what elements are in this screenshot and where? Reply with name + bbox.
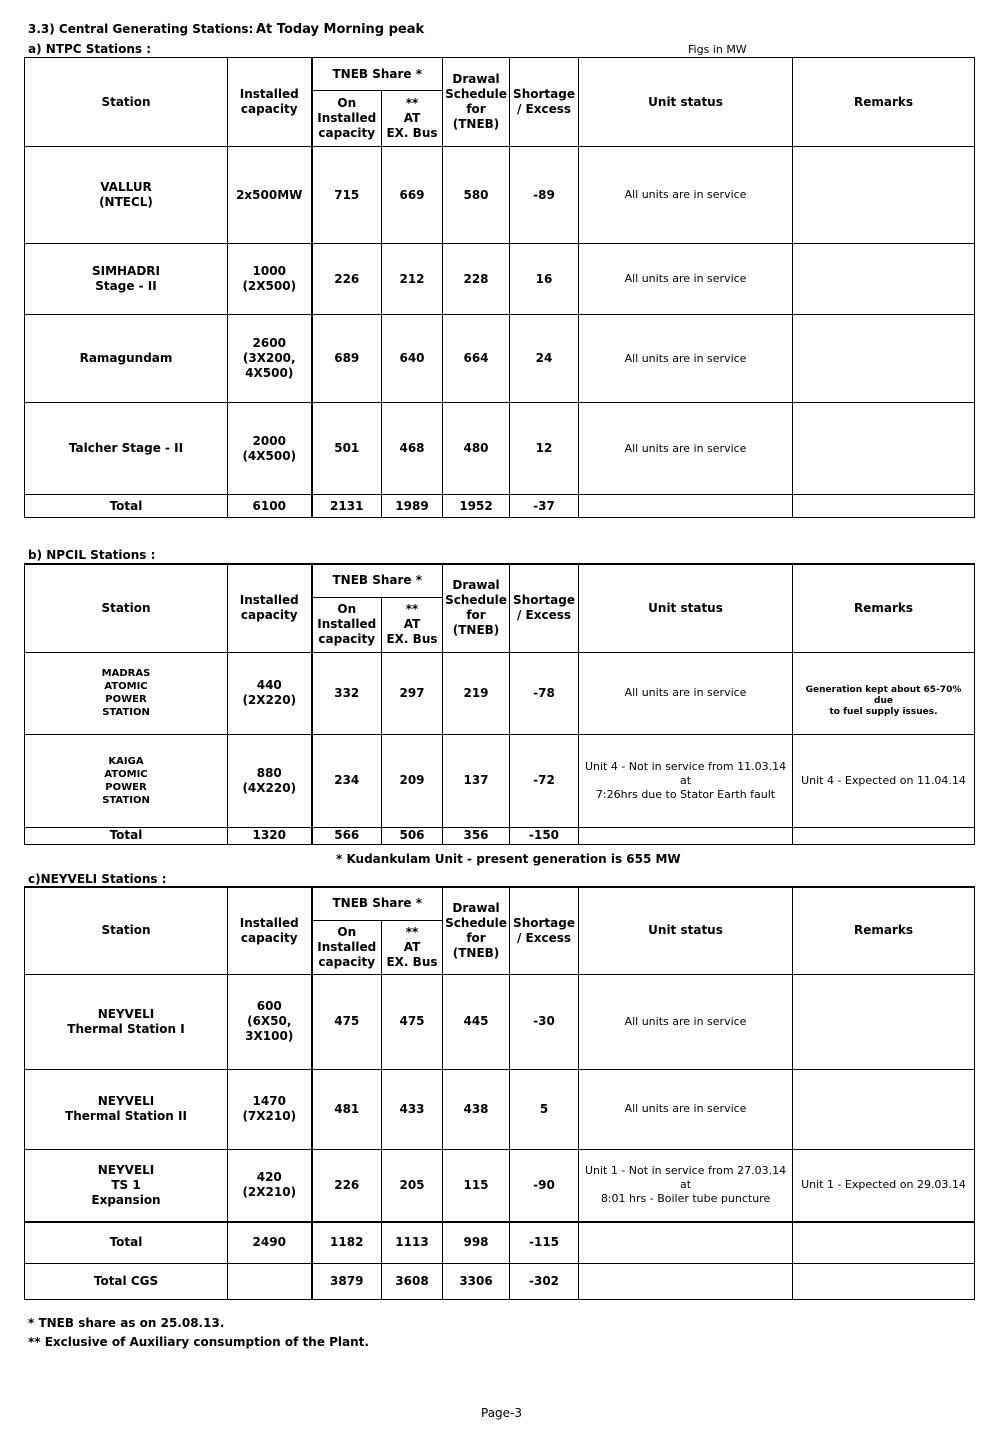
at-ex-bus-value: 209 [382, 734, 443, 827]
total-cgs-remarks-empty [793, 1263, 975, 1299]
unit-status: All units are in service [579, 1069, 793, 1149]
table-row [25, 1069, 975, 1149]
table-row [25, 974, 975, 1069]
table-row [25, 147, 975, 244]
installed-capacity: 440 (2X220) [228, 652, 312, 734]
total-shortage: -115 [510, 1222, 579, 1263]
on-installed-value: 475 [312, 974, 382, 1069]
shortage-value: -30 [510, 974, 579, 1069]
total-cgs-drawal: 3306 [443, 1263, 510, 1299]
table-row [25, 734, 975, 827]
shortage-value: 5 [510, 1069, 579, 1149]
footnote-1: * TNEB share as on 25.08.13. [28, 1316, 225, 1330]
unit-status: All units are in service [579, 974, 793, 1069]
installed-capacity: 420 (2X210) [228, 1149, 312, 1222]
total-shortage: -150 [510, 827, 579, 844]
on-installed-value: 689 [312, 315, 382, 403]
installed-capacity: 2600 (3X200, 4X500) [228, 315, 312, 403]
at-ex-bus-value: 297 [382, 652, 443, 734]
header-tneb-share: TNEB Share * [312, 564, 443, 597]
header-tneb-share: TNEB Share * [312, 58, 443, 91]
installed-capacity: 1000 (2X500) [228, 244, 312, 315]
npcil-table [24, 563, 975, 845]
total-drawal: 998 [443, 1222, 510, 1263]
header-tneb-share: TNEB Share * [312, 887, 443, 920]
unit-status: Unit 4 - Not in service from 11.03.14 at 7:26hrs due to Stator Earth fault [579, 734, 793, 827]
header-row [25, 887, 975, 920]
installed-capacity: 1470 (7X210) [228, 1069, 312, 1149]
header-shortage: Shortage / Excess [510, 887, 579, 974]
total-status-empty [579, 1222, 793, 1263]
remarks [793, 974, 975, 1069]
on-installed-value: 501 [312, 403, 382, 495]
remarks [793, 147, 975, 244]
ntpc-table [24, 57, 975, 518]
station-name: NEYVELI Thermal Station I [25, 974, 228, 1069]
header-station: Station [25, 564, 228, 652]
unit-status: All units are in service [579, 244, 793, 315]
total-at-ex-bus: 1989 [382, 495, 443, 518]
npcil-title: b) NPCIL Stations : [28, 548, 156, 562]
neyveli-table [24, 886, 975, 1300]
header-station: Station [25, 887, 228, 974]
total-label: Total [25, 1222, 228, 1263]
station-name: Talcher Stage - II [25, 403, 228, 495]
total-on-installed: 2131 [312, 495, 382, 518]
station-name: VALLUR (NTECL) [25, 147, 228, 244]
total-cgs-row [25, 1263, 975, 1299]
header-drawal: Drawal Schedule for (TNEB) [443, 887, 510, 974]
kudankulam-note: * Kudankulam Unit - present generation is 655 MW [336, 852, 681, 866]
header-row [25, 564, 975, 597]
total-label: Total [25, 827, 228, 844]
total-label: Total [25, 495, 228, 518]
total-cgs-installed [228, 1263, 312, 1299]
remarks: Generation kept about 65-70% due to fuel supply issues. [793, 652, 975, 734]
header-at-ex-bus: ** AT EX. Bus [382, 597, 443, 652]
on-installed-value: 234 [312, 734, 382, 827]
table-row [25, 652, 975, 734]
unit-status: All units are in service [579, 315, 793, 403]
drawal-value: 580 [443, 147, 510, 244]
on-installed-value: 332 [312, 652, 382, 734]
remarks: Unit 1 - Expected on 29.03.14 [793, 1149, 975, 1222]
shortage-value: -78 [510, 652, 579, 734]
station-name: NEYVELI TS 1 Expansion [25, 1149, 228, 1222]
total-status-empty [579, 495, 793, 518]
total-at-ex-bus: 506 [382, 827, 443, 844]
header-at-ex-bus: ** AT EX. Bus [382, 920, 443, 974]
drawal-value: 115 [443, 1149, 510, 1222]
table-row [25, 244, 975, 315]
total-on-installed: 566 [312, 827, 382, 844]
at-ex-bus-value: 640 [382, 315, 443, 403]
header-shortage: Shortage / Excess [510, 58, 579, 147]
unit-status: Unit 1 - Not in service from 27.03.14 at 8:01 hrs - Boiler tube puncture [579, 1149, 793, 1222]
total-cgs-status-empty [579, 1263, 793, 1299]
at-ex-bus-value: 669 [382, 147, 443, 244]
header-installed: Installed capacity [228, 564, 312, 652]
at-ex-bus-value: 468 [382, 403, 443, 495]
remarks: Unit 4 - Expected on 11.04.14 [793, 734, 975, 827]
station-name: NEYVELI Thermal Station II [25, 1069, 228, 1149]
drawal-value: 438 [443, 1069, 510, 1149]
header-drawal: Drawal Schedule for (TNEB) [443, 564, 510, 652]
header-installed: Installed capacity [228, 887, 312, 974]
figs-note: Figs in MW [688, 43, 747, 56]
total-row [25, 827, 975, 844]
total-drawal: 356 [443, 827, 510, 844]
table-row [25, 1149, 975, 1222]
header-unit-status: Unit status [579, 564, 793, 652]
header-drawal: Drawal Schedule for (TNEB) [443, 58, 510, 147]
shortage-value: -90 [510, 1149, 579, 1222]
header-shortage: Shortage / Excess [510, 564, 579, 652]
on-installed-value: 226 [312, 1149, 382, 1222]
drawal-value: 219 [443, 652, 510, 734]
unit-status: All units are in service [579, 403, 793, 495]
total-cgs-shortage: -302 [510, 1263, 579, 1299]
total-on-installed: 1182 [312, 1222, 382, 1263]
total-cgs-on-installed: 3879 [312, 1263, 382, 1299]
unit-status: All units are in service [579, 652, 793, 734]
total-remarks-empty [793, 495, 975, 518]
total-installed: 6100 [228, 495, 312, 518]
total-drawal: 1952 [443, 495, 510, 518]
at-ex-bus-value: 433 [382, 1069, 443, 1149]
drawal-value: 228 [443, 244, 510, 315]
total-row [25, 1222, 975, 1263]
installed-capacity: 600 (6X50, 3X100) [228, 974, 312, 1069]
station-name: KAIGA ATOMIC POWER STATION [25, 734, 228, 827]
drawal-value: 480 [443, 403, 510, 495]
header-at-ex-bus: ** AT EX. Bus [382, 91, 443, 147]
remarks [793, 244, 975, 315]
header-station: Station [25, 58, 228, 147]
table-row [25, 315, 975, 403]
at-ex-bus-value: 205 [382, 1149, 443, 1222]
total-remarks-empty [793, 1222, 975, 1263]
total-shortage: -37 [510, 495, 579, 518]
section-heading: 3.3) Central Generating Stations: [28, 22, 254, 36]
shortage-value: 24 [510, 315, 579, 403]
total-cgs-label: Total CGS [25, 1263, 228, 1299]
header-on-installed: On Installed capacity [312, 920, 382, 974]
total-remarks-empty [793, 827, 975, 844]
drawal-value: 137 [443, 734, 510, 827]
at-ex-bus-value: 212 [382, 244, 443, 315]
shortage-value: 16 [510, 244, 579, 315]
header-remarks: Remarks [793, 564, 975, 652]
installed-capacity: 880 (4X220) [228, 734, 312, 827]
total-installed: 1320 [228, 827, 312, 844]
unit-status: All units are in service [579, 147, 793, 244]
header-remarks: Remarks [793, 887, 975, 974]
on-installed-value: 226 [312, 244, 382, 315]
footnote-2: ** Exclusive of Auxiliary consumption of the Plant. [28, 1335, 369, 1349]
installed-capacity: 2x500MW [228, 147, 312, 244]
remarks [793, 315, 975, 403]
ntpc-title: a) NTPC Stations : [28, 42, 151, 56]
header-remarks: Remarks [793, 58, 975, 147]
header-row [25, 58, 975, 91]
remarks [793, 1069, 975, 1149]
station-name: SIMHADRI Stage - II [25, 244, 228, 315]
table-row [25, 403, 975, 495]
on-installed-value: 715 [312, 147, 382, 244]
remarks [793, 403, 975, 495]
station-name: Ramagundam [25, 315, 228, 403]
drawal-value: 664 [443, 315, 510, 403]
shortage-value: 12 [510, 403, 579, 495]
page-number: Page-3 [481, 1406, 523, 1420]
header-unit-status: Unit status [579, 887, 793, 974]
header-unit-status: Unit status [579, 58, 793, 147]
station-name: MADRAS ATOMIC POWER STATION [25, 652, 228, 734]
time-heading: At Today Morning peak [256, 22, 425, 37]
header-installed: Installed capacity [228, 58, 312, 147]
total-status-empty [579, 827, 793, 844]
at-ex-bus-value: 475 [382, 974, 443, 1069]
header-on-installed: On Installed capacity [312, 91, 382, 147]
drawal-value: 445 [443, 974, 510, 1069]
total-at-ex-bus: 1113 [382, 1222, 443, 1263]
total-installed: 2490 [228, 1222, 312, 1263]
total-row [25, 495, 975, 518]
shortage-value: -72 [510, 734, 579, 827]
shortage-value: -89 [510, 147, 579, 244]
neyveli-title: c)NEYVELI Stations : [28, 872, 167, 886]
header-on-installed: On Installed capacity [312, 597, 382, 652]
installed-capacity: 2000 (4X500) [228, 403, 312, 495]
on-installed-value: 481 [312, 1069, 382, 1149]
total-cgs-at-ex-bus: 3608 [382, 1263, 443, 1299]
